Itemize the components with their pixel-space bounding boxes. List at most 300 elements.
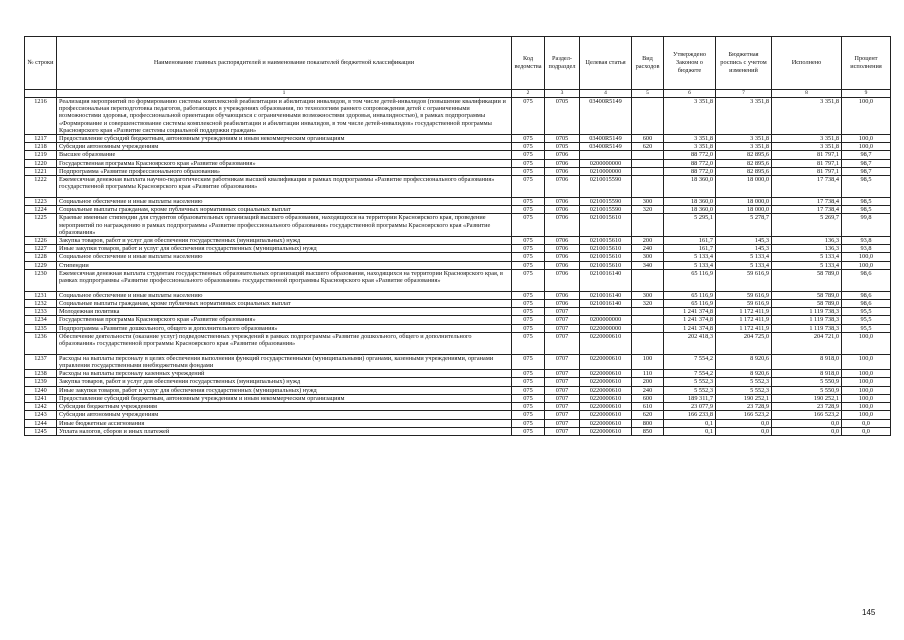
row-section: 0707 (545, 403, 580, 411)
row-budget-list: 5 278,7 (716, 214, 772, 237)
row-percent: 100,0 (842, 370, 891, 378)
row-budget-list: 23 728,9 (716, 403, 772, 411)
row-number: 1241 (25, 394, 57, 402)
row-section: 0707 (545, 370, 580, 378)
row-number: 1233 (25, 308, 57, 316)
row-section: 0706 (545, 269, 580, 291)
row-executed: 3 351,8 (772, 135, 842, 143)
row-number: 1216 (25, 98, 57, 135)
row-number: 1238 (25, 370, 57, 378)
row-percent: 93,8 (842, 245, 891, 253)
table-row (25, 403, 891, 411)
column-number: 4 (580, 90, 632, 98)
row-name: Краевые именные стипендии для студентов образовательных организаций высшего образования, находящихся на территории Красноярского края, проведение мероприятий по награждению в рамках подпрограммы «Развитие профессионального образования» государственной программы Красноярского края «Развитие образования» (57, 214, 512, 237)
row-target: 0220000610 (580, 354, 632, 369)
row-section: 0706 (545, 159, 580, 167)
row-exp-type (632, 324, 664, 332)
row-section: 0706 (545, 206, 580, 214)
row-exp-type (632, 269, 664, 291)
row-name: Социальные выплаты гражданам, кроме публичных нормативных социальных выплат (57, 206, 512, 214)
row-dept-code: 075 (512, 167, 545, 175)
row-target: 0210015590 (580, 176, 632, 198)
row-dept-code: 075 (512, 253, 545, 261)
row-percent: 98,6 (842, 269, 891, 291)
row-approved: 1 241 374,8 (664, 308, 716, 316)
row-budget-list: 18 000,0 (716, 206, 772, 214)
table-row (25, 411, 891, 419)
row-percent: 95,5 (842, 308, 891, 316)
row-dept-code: 075 (512, 198, 545, 206)
row-name: Социальное обеспечение и иные выплаты населению (57, 198, 512, 206)
row-name: Субсидии автономным учреждениям (57, 143, 512, 151)
row-target: 0210015590 (580, 206, 632, 214)
row-percent: 98,6 (842, 291, 891, 299)
row-executed: 81 797,1 (772, 159, 842, 167)
row-executed: 8 918,0 (772, 370, 842, 378)
column-number: 9 (842, 90, 891, 98)
row-dept-code: 075 (512, 403, 545, 411)
row-budget-list: 3 351,8 (716, 143, 772, 151)
row-exp-type (632, 308, 664, 316)
row-dept-code: 075 (512, 300, 545, 308)
row-name: Реализация мероприятий по формированию системы комплексной реабилитации и абилитации инвалидов, в том числе детей-инвалидов (повышение квалификации и профессиональная переподготовка педагогов, работающих в учреждениях образования, по технологиям раннего сопровождения детей с ограниченными возможностями здоровья, профессиональной ориентации обучающихся с ограниченными возможностями здоровья, инвалидностью), в рамках подпрограммы «Формирование и совершенствование системы комплексной реабилитации и абилитации инвалидов, в том числе детей-инвалидов» государственной программы Красноярского края «Развитие системы социальной поддержки граждан» (57, 98, 512, 135)
row-budget-list: 1 172 411,9 (716, 308, 772, 316)
row-dept-code: 075 (512, 159, 545, 167)
row-percent: 99,8 (842, 214, 891, 237)
row-target: 0210015610 (580, 214, 632, 237)
row-approved: 88 772,0 (664, 159, 716, 167)
row-approved: 166 233,8 (664, 411, 716, 419)
row-percent: 95,5 (842, 324, 891, 332)
row-target (580, 308, 632, 316)
row-exp-type: 340 (632, 261, 664, 269)
row-exp-type (632, 159, 664, 167)
row-name: Социальные выплаты гражданам, кроме публичных нормативных социальных выплат (57, 300, 512, 308)
row-percent: 100,0 (842, 332, 891, 354)
row-budget-list: 0,0 (716, 427, 772, 435)
header-section: Раздел-подраздел (545, 37, 580, 90)
row-exp-type (632, 316, 664, 324)
row-name: Стипендии (57, 261, 512, 269)
row-dept-code: 075 (512, 378, 545, 386)
row-approved: 3 351,8 (664, 98, 716, 135)
row-section: 0707 (545, 354, 580, 369)
row-number: 1222 (25, 176, 57, 198)
row-section: 0706 (545, 291, 580, 299)
row-section: 0705 (545, 143, 580, 151)
row-exp-type: 320 (632, 206, 664, 214)
row-percent: 100,0 (842, 378, 891, 386)
header-row-no: № строки (25, 37, 57, 90)
row-section: 0707 (545, 324, 580, 332)
row-target: 0220000000 (580, 324, 632, 332)
row-name: Высшее образование (57, 151, 512, 159)
column-number: 6 (664, 90, 716, 98)
row-budget-list: 5 552,3 (716, 378, 772, 386)
row-dept-code: 075 (512, 411, 545, 419)
row-exp-type (632, 214, 664, 237)
row-name: Государственная программа Красноярского края «Развитие образования» (57, 159, 512, 167)
row-target: 0220000610 (580, 370, 632, 378)
row-target: 03400R5149 (580, 98, 632, 135)
row-exp-type: 240 (632, 245, 664, 253)
row-number: 1228 (25, 253, 57, 261)
row-exp-type: 100 (632, 354, 664, 369)
row-budget-list: 59 616,9 (716, 269, 772, 291)
row-executed: 5 133,4 (772, 253, 842, 261)
row-name: Иные закупки товаров, работ и услуг для обеспечения государственных (муниципальных) нужд (57, 245, 512, 253)
row-dept-code: 075 (512, 261, 545, 269)
row-number: 1223 (25, 198, 57, 206)
row-executed: 136,3 (772, 237, 842, 245)
row-budget-list: 82 895,6 (716, 167, 772, 175)
row-section: 0706 (545, 167, 580, 175)
row-target: 0220000610 (580, 419, 632, 427)
row-percent: 100,0 (842, 403, 891, 411)
row-name: Обеспечение деятельности (оказание услуг) подведомственных учреждений в рамках подпрограммы «Развитие дошкольного, общего и дополнительного образования» государственной программы Красноярского края «Развитие образования» (57, 332, 512, 354)
row-percent: 98,7 (842, 167, 891, 175)
row-executed: 23 728,9 (772, 403, 842, 411)
header-target: Целевая статья (580, 37, 632, 90)
table-row (25, 394, 891, 402)
row-exp-type (632, 167, 664, 175)
row-dept-code: 075 (512, 316, 545, 324)
row-budget-list: 1 172 411,9 (716, 324, 772, 332)
header-percent: Процент исполнения (842, 37, 891, 90)
row-approved: 5 133,4 (664, 253, 716, 261)
row-approved: 65 116,9 (664, 291, 716, 299)
row-approved: 0,1 (664, 419, 716, 427)
row-section: 0707 (545, 386, 580, 394)
row-budget-list: 8 920,6 (716, 370, 772, 378)
header-approved: Утверждено Законом о бюджете (664, 37, 716, 90)
row-target: 0220000610 (580, 332, 632, 354)
row-name: Расходы на выплаты персоналу казенных учреждений (57, 370, 512, 378)
row-percent: 100,0 (842, 135, 891, 143)
row-number: 1240 (25, 386, 57, 394)
row-budget-list: 59 616,9 (716, 300, 772, 308)
row-executed: 204 721,0 (772, 332, 842, 354)
row-budget-list: 82 895,6 (716, 159, 772, 167)
row-exp-type: 300 (632, 291, 664, 299)
column-number: 2 (512, 90, 545, 98)
table-row (25, 167, 891, 175)
row-executed: 58 789,0 (772, 300, 842, 308)
row-executed: 5 550,9 (772, 386, 842, 394)
row-approved: 161,7 (664, 237, 716, 245)
row-budget-list: 3 351,8 (716, 135, 772, 143)
header-budget-list: Бюджетная роспись с учетом изменений (716, 37, 772, 90)
row-approved: 7 554,2 (664, 354, 716, 369)
row-exp-type: 800 (632, 419, 664, 427)
row-executed: 81 797,1 (772, 167, 842, 175)
table-row (25, 135, 891, 143)
table-row (25, 151, 891, 159)
column-number: 8 (772, 90, 842, 98)
row-approved: 18 360,0 (664, 198, 716, 206)
row-exp-type: 200 (632, 237, 664, 245)
table-row (25, 378, 891, 386)
table-row (25, 206, 891, 214)
header-dept-code: Код ведомства (512, 37, 545, 90)
row-section: 0706 (545, 261, 580, 269)
row-percent: 98,7 (842, 159, 891, 167)
row-name: Ежемесячная денежная выплата студентам государственных образовательных организаций высшего образования, находящихся на территории Красноярского края, в рамках подпрограммы «Развитие профессионального образования» государственной программы Красноярского края «Развитие образования» (57, 269, 512, 291)
row-dept-code: 075 (512, 214, 545, 237)
row-percent: 98,6 (842, 300, 891, 308)
row-section: 0707 (545, 316, 580, 324)
row-target: 0220000610 (580, 403, 632, 411)
row-executed: 1 119 738,3 (772, 308, 842, 316)
row-exp-type: 610 (632, 403, 664, 411)
row-section: 0706 (545, 245, 580, 253)
row-exp-type: 200 (632, 378, 664, 386)
row-name: Социальное обеспечение и иные выплаты населению (57, 291, 512, 299)
row-percent: 0,0 (842, 427, 891, 435)
row-section: 0705 (545, 135, 580, 143)
row-name: Социальное обеспечение и иные выплаты населению (57, 253, 512, 261)
row-target: 0220000610 (580, 394, 632, 402)
row-target: 0220000610 (580, 427, 632, 435)
row-target: 03400R5149 (580, 143, 632, 151)
table-row (25, 176, 891, 198)
row-dept-code: 075 (512, 427, 545, 435)
row-section: 0707 (545, 394, 580, 402)
row-budget-list: 145,3 (716, 245, 772, 253)
table-row (25, 98, 891, 135)
row-number: 1221 (25, 167, 57, 175)
row-name: Предоставление субсидий бюджетным, автономным учреждениям и иным некоммерческим организациям (57, 394, 512, 402)
row-approved: 88 772,0 (664, 151, 716, 159)
row-percent: 98,7 (842, 151, 891, 159)
row-percent: 100,0 (842, 386, 891, 394)
table-row (25, 143, 891, 151)
row-target (580, 151, 632, 159)
row-approved: 202 418,3 (664, 332, 716, 354)
column-number: 3 (545, 90, 580, 98)
table-row (25, 308, 891, 316)
row-number: 1224 (25, 206, 57, 214)
row-section: 0707 (545, 308, 580, 316)
row-target: 0210016140 (580, 300, 632, 308)
row-name: Закупка товаров, работ и услуг для обеспечения государственных (муниципальных) нужд (57, 378, 512, 386)
page-number: 145 (862, 608, 876, 617)
row-target: 0210016140 (580, 291, 632, 299)
row-target: 0210016140 (580, 269, 632, 291)
row-exp-type (632, 332, 664, 354)
column-number: 1 (57, 90, 512, 98)
row-percent: 100,0 (842, 253, 891, 261)
table-row (25, 214, 891, 237)
row-budget-list: 8 920,6 (716, 354, 772, 369)
row-exp-type: 320 (632, 300, 664, 308)
row-dept-code: 075 (512, 98, 545, 135)
row-approved: 18 360,0 (664, 206, 716, 214)
row-exp-type: 240 (632, 386, 664, 394)
row-approved: 5 552,3 (664, 386, 716, 394)
row-number: 1225 (25, 214, 57, 237)
table-row (25, 261, 891, 269)
row-budget-list: 190 252,1 (716, 394, 772, 402)
row-executed: 81 797,1 (772, 151, 842, 159)
row-executed: 3 351,8 (772, 98, 842, 135)
row-executed: 136,3 (772, 245, 842, 253)
row-name: Уплата налогов, сборов и иных платежей (57, 427, 512, 435)
row-budget-list: 5 133,4 (716, 261, 772, 269)
row-budget-list: 3 351,8 (716, 98, 772, 135)
row-section: 0707 (545, 427, 580, 435)
row-approved: 23 077,9 (664, 403, 716, 411)
column-number: 7 (716, 90, 772, 98)
table-row (25, 198, 891, 206)
row-budget-list: 82 895,6 (716, 151, 772, 159)
table-row (25, 419, 891, 427)
table-row (25, 159, 891, 167)
row-section: 0707 (545, 378, 580, 386)
row-budget-list: 5 133,4 (716, 253, 772, 261)
row-percent: 100,0 (842, 98, 891, 135)
row-section: 0706 (545, 176, 580, 198)
row-dept-code: 075 (512, 370, 545, 378)
row-budget-list: 5 552,3 (716, 386, 772, 394)
table-row (25, 253, 891, 261)
row-executed: 190 252,1 (772, 394, 842, 402)
row-section: 0706 (545, 151, 580, 159)
row-target: 0210015610 (580, 237, 632, 245)
row-dept-code: 075 (512, 237, 545, 245)
column-number: 5 (632, 90, 664, 98)
row-target: 0210015610 (580, 261, 632, 269)
row-section: 0707 (545, 411, 580, 419)
row-exp-type (632, 98, 664, 135)
row-executed: 58 789,0 (772, 269, 842, 291)
row-exp-type (632, 151, 664, 159)
row-dept-code: 075 (512, 245, 545, 253)
row-executed: 17 738,4 (772, 198, 842, 206)
row-number: 1231 (25, 291, 57, 299)
row-exp-type (632, 176, 664, 198)
row-target: 03400R5149 (580, 135, 632, 143)
row-number: 1236 (25, 332, 57, 354)
row-number: 1244 (25, 419, 57, 427)
row-section: 0707 (545, 332, 580, 354)
row-number: 1220 (25, 159, 57, 167)
budget-table (24, 36, 891, 436)
row-section: 0706 (545, 237, 580, 245)
row-approved: 0,1 (664, 427, 716, 435)
row-percent: 93,8 (842, 237, 891, 245)
row-executed: 5 133,4 (772, 261, 842, 269)
row-budget-list: 59 616,9 (716, 291, 772, 299)
row-dept-code: 075 (512, 291, 545, 299)
row-executed: 5 550,9 (772, 378, 842, 386)
row-approved: 189 311,7 (664, 394, 716, 402)
table-row (25, 291, 891, 299)
row-name: Молодежная политика (57, 308, 512, 316)
row-section: 0705 (545, 98, 580, 135)
row-target: 0220000610 (580, 411, 632, 419)
row-name: Субсидии автономным учреждениям (57, 411, 512, 419)
row-budget-list: 1 172 411,9 (716, 316, 772, 324)
row-number: 1230 (25, 269, 57, 291)
row-number: 1239 (25, 378, 57, 386)
row-target: 0210015610 (580, 245, 632, 253)
row-budget-list: 166 523,2 (716, 411, 772, 419)
row-exp-type: 300 (632, 198, 664, 206)
row-target: 0220000610 (580, 378, 632, 386)
row-percent: 100,0 (842, 394, 891, 402)
table-row (25, 237, 891, 245)
row-approved: 88 772,0 (664, 167, 716, 175)
row-number: 1237 (25, 354, 57, 369)
row-executed: 0,0 (772, 427, 842, 435)
row-exp-type: 620 (632, 143, 664, 151)
table-row (25, 316, 891, 324)
row-approved: 5 552,3 (664, 378, 716, 386)
row-approved: 1 241 374,8 (664, 316, 716, 324)
row-executed: 1 119 738,3 (772, 324, 842, 332)
row-name: Субсидии бюджетным учреждениям (57, 403, 512, 411)
row-executed: 58 789,0 (772, 291, 842, 299)
row-percent: 98,5 (842, 206, 891, 214)
row-dept-code: 075 (512, 332, 545, 354)
row-dept-code: 075 (512, 176, 545, 198)
row-budget-list: 18 000,0 (716, 198, 772, 206)
row-executed: 5 269,7 (772, 214, 842, 237)
row-dept-code: 075 (512, 386, 545, 394)
row-dept-code: 075 (512, 206, 545, 214)
row-percent: 100,0 (842, 143, 891, 151)
row-executed: 8 918,0 (772, 354, 842, 369)
row-target: 0210000000 (580, 167, 632, 175)
row-number: 1217 (25, 135, 57, 143)
row-approved: 18 360,0 (664, 176, 716, 198)
row-name: Подпрограмма «Развитие дошкольного, общего и дополнительного образования» (57, 324, 512, 332)
row-budget-list: 204 725,0 (716, 332, 772, 354)
row-target: 0220000610 (580, 386, 632, 394)
row-budget-list: 0,0 (716, 419, 772, 427)
row-budget-list: 145,3 (716, 237, 772, 245)
row-section: 0706 (545, 198, 580, 206)
row-dept-code: 075 (512, 419, 545, 427)
row-name: Закупка товаров, работ и услуг для обеспечения государственных (муниципальных) нужд (57, 237, 512, 245)
row-exp-type: 600 (632, 135, 664, 143)
row-percent: 100,0 (842, 411, 891, 419)
table-row (25, 354, 891, 369)
table-row (25, 370, 891, 378)
row-target: 0210015590 (580, 198, 632, 206)
row-executed: 17 738,4 (772, 206, 842, 214)
table-body (25, 98, 891, 436)
table-row (25, 300, 891, 308)
row-approved: 5 295,1 (664, 214, 716, 237)
header-row (25, 37, 891, 90)
row-executed: 1 119 738,3 (772, 316, 842, 324)
row-name: Иные бюджетные ассигнования (57, 419, 512, 427)
row-percent: 100,0 (842, 354, 891, 369)
row-approved: 7 554,2 (664, 370, 716, 378)
row-number: 1234 (25, 316, 57, 324)
row-approved: 3 351,8 (664, 143, 716, 151)
row-dept-code: 075 (512, 135, 545, 143)
row-name: Предоставление субсидий бюджетным, автономным учреждениям и иным некоммерческим организациям (57, 135, 512, 143)
row-executed: 166 523,2 (772, 411, 842, 419)
row-exp-type: 300 (632, 253, 664, 261)
table-row (25, 245, 891, 253)
row-percent: 95,5 (842, 316, 891, 324)
row-number: 1218 (25, 143, 57, 151)
row-number: 1219 (25, 151, 57, 159)
